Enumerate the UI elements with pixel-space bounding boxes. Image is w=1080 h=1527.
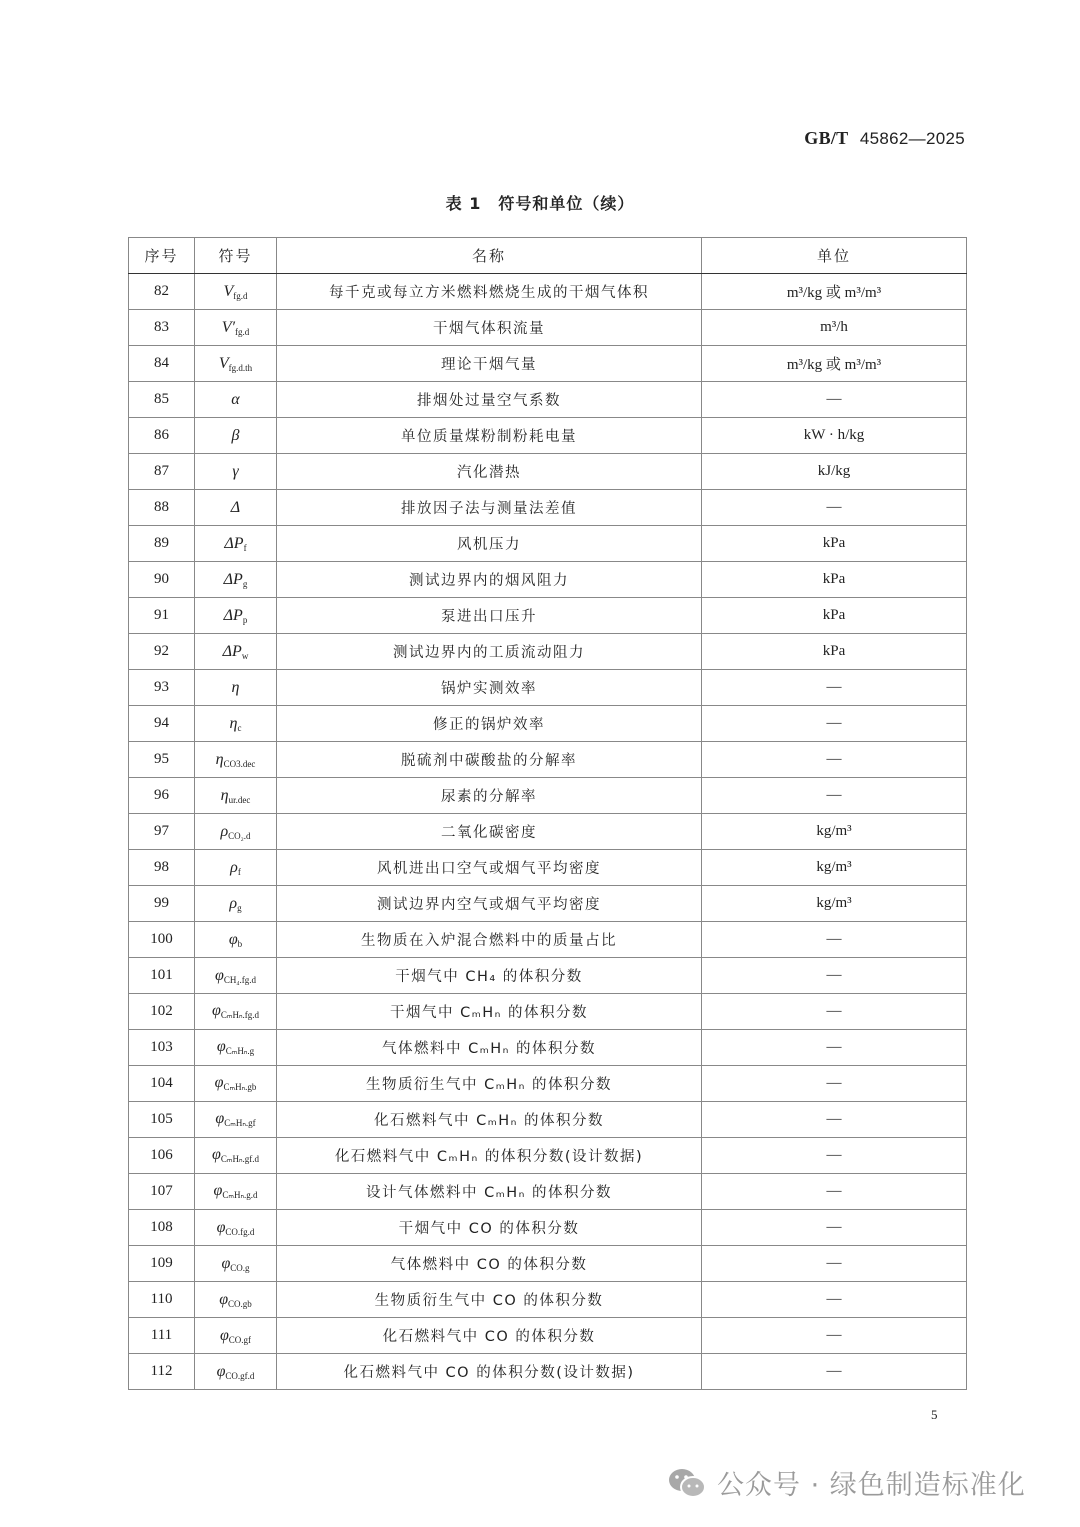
symbol-subscript: p <box>242 614 248 625</box>
row-symbol <box>195 742 277 778</box>
row-number: 87 <box>129 454 195 490</box>
row-number: 100 <box>129 922 195 958</box>
watermark-text: 公众号 · 绿色制造标准化 <box>717 1470 1026 1501</box>
row-unit: — <box>702 1066 967 1102</box>
symbol-main: ρ <box>220 822 229 840</box>
row-name: 设计气体燃料中 CₘHₙ 的体积分数 <box>277 1174 702 1210</box>
row-unit: — <box>702 1282 967 1318</box>
row-number: 85 <box>129 382 195 418</box>
row-unit: — <box>702 994 967 1030</box>
row-unit: — <box>702 706 967 742</box>
row-number: 98 <box>129 850 195 886</box>
row-number: 86 <box>129 418 195 454</box>
row-symbol <box>195 850 277 886</box>
row-symbol <box>195 706 277 742</box>
column-header-unit: 单位 <box>702 238 967 274</box>
row-symbol <box>195 814 277 850</box>
symbol-main: γ <box>232 462 239 480</box>
row-name: 单位质量煤粉制粉耗电量 <box>277 418 702 454</box>
table-row <box>129 526 967 562</box>
row-symbol <box>195 562 277 598</box>
symbol-subscript: CO.fg.d <box>225 1226 255 1237</box>
symbol-main: φ <box>228 930 238 948</box>
row-unit: — <box>702 1102 967 1138</box>
symbol-subscript: CₘHₙ.gf.d <box>220 1154 260 1164</box>
row-symbol <box>195 1174 277 1210</box>
table-header-row <box>129 238 967 274</box>
table-row <box>129 1030 967 1066</box>
table-row <box>129 1174 967 1210</box>
row-symbol <box>195 1138 277 1174</box>
row-number: 107 <box>129 1174 195 1210</box>
table-row <box>129 814 967 850</box>
row-name: 干烟气中 CH₄ 的体积分数 <box>277 958 702 994</box>
symbol-main: ρ <box>229 894 238 912</box>
row-symbol <box>195 526 277 562</box>
row-symbol <box>195 1354 277 1390</box>
row-number: 112 <box>129 1354 195 1390</box>
table-row <box>129 994 967 1030</box>
row-unit: kg/m³ <box>702 886 967 922</box>
column-header-name: 名称 <box>277 238 702 274</box>
table-row <box>129 1354 967 1390</box>
table-row <box>129 1246 967 1282</box>
row-name: 化石燃料气中 CO 的体积分数 <box>277 1318 702 1354</box>
row-number: 96 <box>129 778 195 814</box>
symbol-subscript: CO.gf <box>228 1334 252 1345</box>
table-row <box>129 886 967 922</box>
page-number: 5 <box>931 1407 938 1422</box>
row-unit: kW · h/kg <box>702 418 967 454</box>
row-symbol <box>195 310 277 346</box>
row-number: 89 <box>129 526 195 562</box>
symbol-main: η <box>229 714 238 732</box>
row-name: 生物质在入炉混合燃料中的质量占比 <box>277 922 702 958</box>
row-unit: — <box>702 670 967 706</box>
table-row <box>129 382 967 418</box>
row-symbol <box>195 1246 277 1282</box>
symbol-main: V′ <box>221 318 236 336</box>
row-symbol <box>195 346 277 382</box>
symbol-subscript: CO.gf.d <box>225 1370 255 1381</box>
row-symbol <box>195 886 277 922</box>
row-symbol <box>195 958 277 994</box>
symbol-subscript: ur.dec <box>228 794 251 805</box>
row-name: 气体燃料中 CO 的体积分数 <box>277 1246 702 1282</box>
row-symbol <box>195 1030 277 1066</box>
row-unit: m³/kg 或 m³/m³ <box>702 274 967 310</box>
row-unit: m³/h <box>702 310 967 346</box>
row-unit: — <box>702 778 967 814</box>
row-number: 95 <box>129 742 195 778</box>
row-unit: kPa <box>702 598 967 634</box>
symbol-subscript: g <box>237 902 242 913</box>
row-unit: m³/kg 或 m³/m³ <box>702 346 967 382</box>
table-title: 表 1 符号和单位（续） <box>445 194 635 213</box>
row-symbol <box>195 1102 277 1138</box>
row-name: 每千克或每立方米燃料燃烧生成的干烟气体积 <box>277 274 702 310</box>
table-row <box>129 310 967 346</box>
row-number: 106 <box>129 1138 195 1174</box>
row-name: 风机压力 <box>277 526 702 562</box>
symbol-main: η <box>215 750 224 768</box>
symbol-subscript: c <box>237 722 242 733</box>
row-name: 测试边界内空气或烟气平均密度 <box>277 886 702 922</box>
row-symbol <box>195 1210 277 1246</box>
row-unit: — <box>702 1174 967 1210</box>
symbol-main: V <box>223 282 234 300</box>
row-name: 测试边界内的工质流动阻力 <box>277 634 702 670</box>
symbol-subscript: CH₄.fg.d <box>223 974 256 985</box>
row-name: 排烟处过量空气系数 <box>277 382 702 418</box>
symbol-main: φ <box>216 1218 226 1236</box>
row-number: 105 <box>129 1102 195 1138</box>
table-row <box>129 1282 967 1318</box>
symbol-main: φ <box>211 1002 221 1019</box>
symbol-subscript: fg.d.th <box>228 362 253 373</box>
symbol-main: φ <box>219 1290 229 1308</box>
symbol-main: η <box>220 786 229 804</box>
table-row <box>129 1210 967 1246</box>
symbols-units-table <box>128 237 967 1390</box>
symbol-main: ΔP <box>223 570 243 588</box>
row-name: 生物质衍生气中 CₘHₙ 的体积分数 <box>277 1066 702 1102</box>
symbol-subscript: g <box>242 578 248 589</box>
row-symbol <box>195 490 277 526</box>
row-unit: — <box>702 958 967 994</box>
row-name: 脱硫剂中碳酸盐的分解率 <box>277 742 702 778</box>
standard-code <box>804 128 965 149</box>
wechat-icon <box>667 1467 707 1499</box>
row-number: 109 <box>129 1246 195 1282</box>
row-name: 干烟气中 CO 的体积分数 <box>277 1210 702 1246</box>
symbol-main: φ <box>213 1182 223 1199</box>
row-unit: kJ/kg <box>702 454 967 490</box>
row-number: 82 <box>129 274 195 310</box>
symbol-subscript: CₘHₙ.g <box>225 1046 255 1056</box>
row-number: 91 <box>129 598 195 634</box>
row-unit: kg/m³ <box>702 814 967 850</box>
row-symbol <box>195 274 277 310</box>
row-symbol <box>195 778 277 814</box>
symbol-subscript: b <box>237 938 243 949</box>
table-row <box>129 850 967 886</box>
symbol-main: φ <box>216 1362 226 1380</box>
symbol-main: α <box>231 390 240 408</box>
row-number: 99 <box>129 886 195 922</box>
table-row <box>129 490 967 526</box>
row-symbol <box>195 1282 277 1318</box>
table-row <box>129 1318 967 1354</box>
row-name: 尿素的分解率 <box>277 778 702 814</box>
symbol-subscript: CₘHₙ.fg.d <box>220 1010 260 1020</box>
table-row <box>129 1066 967 1102</box>
row-number: 110 <box>129 1282 195 1318</box>
row-unit: — <box>702 1246 967 1282</box>
row-number: 108 <box>129 1210 195 1246</box>
row-number: 111 <box>129 1318 195 1354</box>
row-number: 93 <box>129 670 195 706</box>
table-row <box>129 418 967 454</box>
symbol-subscript: CO₂.d <box>228 830 251 841</box>
row-name: 修正的锅炉效率 <box>277 706 702 742</box>
row-symbol <box>195 670 277 706</box>
row-number: 102 <box>129 994 195 1030</box>
symbol-subscript: fg.d <box>235 326 250 337</box>
symbol-subscript: f <box>237 866 241 877</box>
symbol-subscript: CₘHₙ.g.d <box>222 1190 258 1200</box>
row-number: 101 <box>129 958 195 994</box>
row-name: 排放因子法与测量法差值 <box>277 490 702 526</box>
row-unit: kPa <box>702 562 967 598</box>
symbol-subscript: f <box>243 542 247 553</box>
row-name: 泵进出口压升 <box>277 598 702 634</box>
table-row <box>129 958 967 994</box>
row-unit: — <box>702 1318 967 1354</box>
column-header-symbol: 符号 <box>195 238 277 274</box>
standard-number: 45862—2025 <box>859 129 965 148</box>
row-name: 化石燃料气中 CₘHₙ 的体积分数 <box>277 1102 702 1138</box>
row-number: 84 <box>129 346 195 382</box>
row-name: 干烟气中 CₘHₙ 的体积分数 <box>277 994 702 1030</box>
table-row <box>129 598 967 634</box>
row-name: 理论干烟气量 <box>277 346 702 382</box>
symbol-main: ρ <box>230 858 238 876</box>
table-row <box>129 1138 967 1174</box>
row-number: 92 <box>129 634 195 670</box>
row-name: 化石燃料气中 CₘHₙ 的体积分数(设计数据) <box>277 1138 702 1174</box>
table-row <box>129 742 967 778</box>
row-symbol <box>195 634 277 670</box>
symbol-main: φ <box>216 1038 226 1055</box>
row-unit: — <box>702 1138 967 1174</box>
row-name: 汽化潜热 <box>277 454 702 490</box>
row-symbol <box>195 418 277 454</box>
row-number: 94 <box>129 706 195 742</box>
row-number: 83 <box>129 310 195 346</box>
table-row <box>129 778 967 814</box>
row-unit: — <box>702 490 967 526</box>
row-symbol <box>195 454 277 490</box>
table-row <box>129 562 967 598</box>
symbol-main: φ <box>219 1326 229 1344</box>
row-unit: kg/m³ <box>702 850 967 886</box>
column-header-no: 序号 <box>129 238 195 274</box>
symbol-subscript: fg.d <box>233 290 248 301</box>
symbol-subscript: CO3.dec <box>223 758 256 769</box>
row-symbol <box>195 1066 277 1102</box>
row-unit: kPa <box>702 634 967 670</box>
standard-prefix: GB/T <box>804 128 849 148</box>
table-row <box>129 274 967 310</box>
row-symbol <box>195 382 277 418</box>
row-symbol <box>195 1318 277 1354</box>
symbol-main: Δ <box>230 498 241 516</box>
row-unit: — <box>702 1030 967 1066</box>
row-symbol <box>195 994 277 1030</box>
symbol-subscript: CO.gb <box>228 1298 252 1309</box>
symbol-subscript: CₘHₙ.gf <box>224 1118 256 1128</box>
row-number: 97 <box>129 814 195 850</box>
symbol-subscript: w <box>241 650 249 661</box>
symbol-main: η <box>231 678 240 696</box>
symbol-main: ΔP <box>224 534 244 552</box>
symbol-main: φ <box>215 966 224 984</box>
symbol-main: ΔP <box>222 642 242 660</box>
row-name: 生物质衍生气中 CO 的体积分数 <box>277 1282 702 1318</box>
table-row <box>129 1102 967 1138</box>
symbol-main: φ <box>214 1074 224 1091</box>
row-number: 103 <box>129 1030 195 1066</box>
row-name: 化石燃料气中 CO 的体积分数(设计数据) <box>277 1354 702 1390</box>
row-name: 风机进出口空气或烟气平均密度 <box>277 850 702 886</box>
row-name: 测试边界内的烟风阻力 <box>277 562 702 598</box>
table-row <box>129 346 967 382</box>
table-row <box>129 922 967 958</box>
watermark <box>667 1463 1026 1502</box>
row-symbol <box>195 598 277 634</box>
symbol-main: β <box>231 426 240 444</box>
symbol-main: φ <box>221 1254 231 1272</box>
symbol-main: φ <box>215 1110 225 1127</box>
row-name: 干烟气体积流量 <box>277 310 702 346</box>
row-unit: — <box>702 382 967 418</box>
symbol-main: ΔP <box>223 606 243 624</box>
table-row <box>129 634 967 670</box>
table-body <box>129 274 967 1390</box>
row-number: 88 <box>129 490 195 526</box>
symbol-main: V <box>218 354 229 372</box>
row-symbol <box>195 922 277 958</box>
row-unit: — <box>702 1354 967 1390</box>
symbol-subscript: CO.g <box>230 1262 250 1273</box>
row-unit: — <box>702 1210 967 1246</box>
row-unit: kPa <box>702 526 967 562</box>
row-number: 104 <box>129 1066 195 1102</box>
table-row <box>129 670 967 706</box>
table-row <box>129 706 967 742</box>
row-name: 锅炉实测效率 <box>277 670 702 706</box>
row-unit: — <box>702 922 967 958</box>
row-number: 90 <box>129 562 195 598</box>
table-row <box>129 454 967 490</box>
row-name: 二氧化碳密度 <box>277 814 702 850</box>
row-name: 气体燃料中 CₘHₙ 的体积分数 <box>277 1030 702 1066</box>
symbol-main: φ <box>211 1146 221 1163</box>
symbol-subscript: CₘHₙ.gb <box>223 1082 257 1092</box>
row-unit: — <box>702 742 967 778</box>
